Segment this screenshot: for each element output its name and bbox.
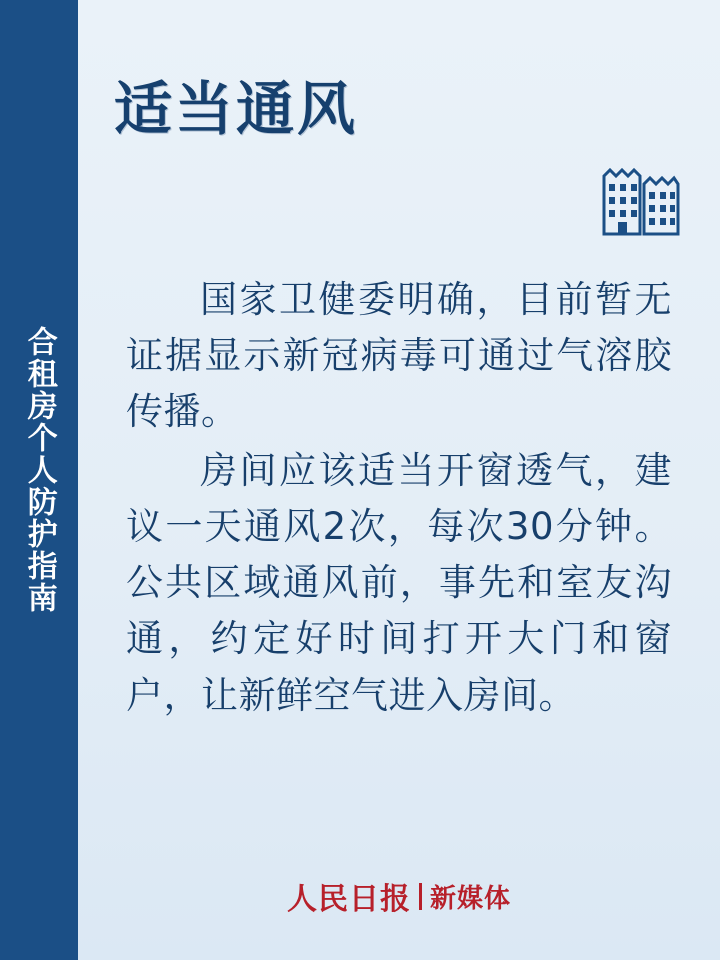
poster-content <box>78 0 720 960</box>
paragraph-1: 国家卫健委明确，目前暂无证据显示新冠病毒可通过气溶胶传播。 <box>126 278 672 434</box>
side-band <box>0 0 78 960</box>
page-title: 适当通风 <box>114 75 359 143</box>
sub-brand-name: 新媒体 <box>429 883 511 914</box>
building-icon <box>598 152 684 238</box>
body-text <box>126 272 672 726</box>
footer-logo <box>78 874 720 918</box>
logo-divider <box>419 883 422 910</box>
brand-name: 人民日报 <box>286 882 411 917</box>
paragraph-2: 房间应该适当开窗透气，建议一天通风2次，每次30分钟。公共区域通风前，事先和室友沟通，约定好时间打开大门和窗户，让新鲜空气进入房间。 <box>126 448 672 717</box>
side-band-title: 合租房个人防护指南 <box>21 326 57 614</box>
